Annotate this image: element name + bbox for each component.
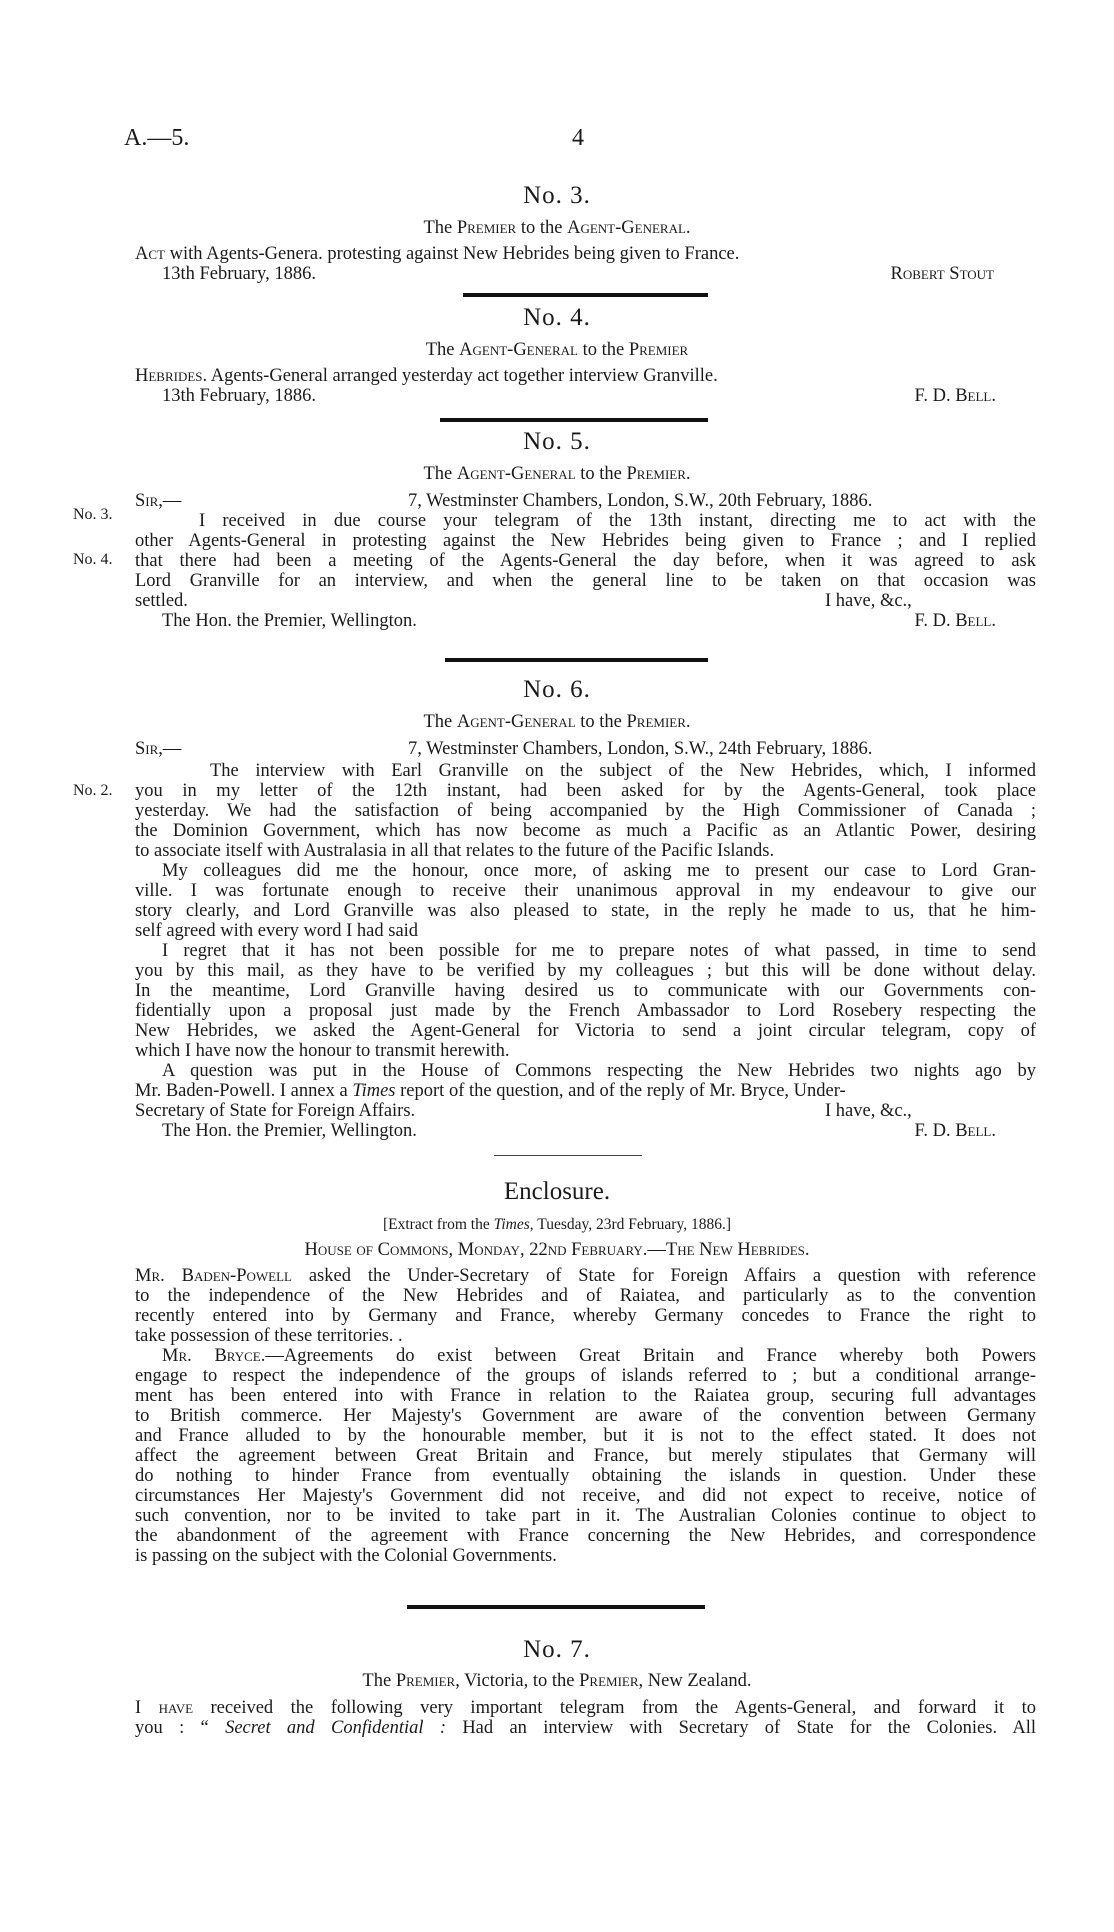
no6-line: A question was put in the House of Commons respecting the New Hebrides two nights ago by (162, 1061, 1036, 1081)
enclosure-heading: House of Commons, Monday, 22nd February.—The New Hebrides. (304, 1240, 810, 1260)
no6-line: New Hebrides, we asked the Agent-General for Victoria to send a joint circular telegram, copy of (135, 1021, 1036, 1041)
page-number: 4 (572, 125, 584, 151)
section-title-no6: No. 6. (523, 676, 591, 703)
no6-line: ville. I was fortunate enough to receive their unanimous approval in my endeavour to give our (135, 881, 1036, 901)
divider (440, 418, 708, 422)
no5-line: other Agents-General in protesting against the New Hebrides being given to France ; and I replied (135, 531, 1036, 551)
divider (463, 293, 708, 297)
enclosure-line: ment has been entered into with France in relation to the Raiatea group, securing full advantages (135, 1386, 1036, 1406)
enclosure-line: such convention, nor to be invited to take part in it. The Australian Colonies continue to object to (135, 1506, 1036, 1526)
no5-address: 7, Westminster Chambers, London, S.W., 20th February, 1886. (408, 491, 873, 511)
no3-body: Act with Agents-Genera. protesting against New Hebrides being given to France. (135, 244, 740, 264)
enclosure-line: Mr. Bryce.—Agreements do exist between Great Britain and France whereby both Powers (162, 1346, 1036, 1366)
no5-closing: I have, &c., (825, 591, 912, 611)
section-subtitle-no6: The Agent-General to the Premier. (423, 712, 691, 732)
enclosure-line: affect the agreement between Great Britain and France, but merely stipulates that Germany will (135, 1446, 1036, 1466)
enclosure-line: do nothing to hinder France from eventually obtaining the islands in question. Under these (135, 1466, 1036, 1486)
page-ref: A.—5. (124, 125, 190, 151)
enclosure-line: circumstances Her Majesty's Government did not receive, and did not expect to receive, notice of (135, 1486, 1036, 1506)
no6-line: The interview with Earl Granville on the subject of the New Hebrides, which, I informed (210, 761, 1036, 781)
no4-signature: F. D. Bell. (914, 386, 996, 406)
no6-line: self agreed with every word I had said (135, 921, 419, 941)
no7-line: you : “ Secret and Confidential : Had an interview with Secretary of State for the Colonies. All (135, 1718, 1037, 1738)
section-subtitle-no4: The Agent-General to the Premier (425, 340, 689, 360)
enclosure-line: and France alluded to by the honourable member, but it is not to the effect stated. It does not (135, 1426, 1036, 1446)
enclosure-line: take possession of these territories. . (135, 1326, 403, 1346)
no5-line: Lord Granville for an interview, and when the general line to be taken on that occasion was (135, 571, 1036, 591)
section-title-no5: No. 5. (523, 428, 591, 455)
margin-ref: No. 3. (73, 506, 113, 523)
no6-line: the Dominion Government, which has now become as much a Pacific as an Atlantic Power, desiring (135, 821, 1036, 841)
no5-recipient: The Hon. the Premier, Wellington. (162, 611, 417, 631)
divider (494, 1155, 642, 1156)
no6-salutation: Sir,— (135, 739, 182, 759)
section-subtitle-no3: The Premier to the Agent-General. (423, 218, 691, 238)
enclosure-line: to the independence of the New Hebrides and of Raiatea, and particularly as to the convention (135, 1286, 1036, 1306)
divider (407, 1605, 705, 1609)
no5-signature: F. D. Bell. (914, 611, 996, 631)
no6-line: Mr. Baden-Powell. I annex a Times report of the question, and of the reply of Mr. Bryce, Under- (135, 1081, 846, 1101)
no6-closing: I have, &c., (825, 1101, 912, 1121)
margin-ref: No. 4. (73, 551, 113, 568)
no6-line: story clearly, and Lord Granville was also pleased to state, in the reply he made to us, that he him- (135, 901, 1036, 921)
section-title-no7: No. 7. (523, 1636, 591, 1663)
no3-signature: Robert Stout (890, 264, 994, 284)
no3-date: 13th February, 1886. (162, 264, 316, 284)
no4-date: 13th February, 1886. (162, 386, 316, 406)
no6-recipient: The Hon. the Premier, Wellington. (162, 1121, 417, 1141)
no6-line: yesterday. We had the satisfaction of being accompanied by the High Commissioner of Canada ; (135, 801, 1036, 821)
no6-line: Secretary of State for Foreign Affairs. (135, 1101, 416, 1121)
no5-line: that there had been a meeting of the Agents-General the day before, when it was agreed to ask (135, 551, 1036, 571)
no5-line: I received in due course your telegram of the 13th instant, directing me to act with the (199, 511, 1036, 531)
no6-line: In the meantime, Lord Granville having desired us to communicate with our Governments con- (135, 981, 1036, 1001)
no7-line: I have received the following very important telegram from the Agents-General, and forward it to (135, 1698, 1037, 1718)
enclosure-line: recently entered into by Germany and France, whereby Germany concedes to France the right to (135, 1306, 1036, 1326)
no6-line: you by this mail, as they have to be verified by my colleagues ; but this will be done without delay. (135, 961, 1036, 981)
no6-line: which I have now the honour to transmit herewith. (135, 1041, 510, 1061)
no6-signature: F. D. Bell. (914, 1121, 996, 1141)
no6-line: you in my letter of the 12th instant, had been asked for by the Agents-General, took place (135, 781, 1036, 801)
no6-line: I regret that it has not been possible for me to prepare notes of what passed, in time to send (162, 941, 1036, 961)
enclosure-title: Enclosure. (503, 1178, 611, 1205)
no6-line: to associate itself with Australasia in all that relates to the future of the Pacific Islands. (135, 841, 775, 861)
section-title-no3: No. 3. (523, 182, 591, 209)
no6-line: fidentially upon a proposal just made by the French Ambassador to Lord Rosebery respecting the (135, 1001, 1036, 1021)
no5-salutation: Sir,— (135, 491, 182, 511)
divider (445, 658, 708, 662)
enclosure-line: engage to respect the independence of the groups of islands referred to ; but a conditional arrange- (135, 1366, 1036, 1386)
no5-line: settled. (135, 591, 188, 611)
no4-body: Hebrides. Agents-General arranged yesterday act together interview Granville. (135, 366, 718, 386)
section-title-no4: No. 4. (523, 304, 591, 331)
enclosure-line: Mr. Baden-Powell asked the Under-Secretary of State for Foreign Affairs a question with reference (135, 1266, 1036, 1286)
no6-address: 7, Westminster Chambers, London, S.W., 24th February, 1886. (408, 739, 873, 759)
enclosure-extract: [Extract from the Times, Tuesday, 23rd February, 1886.] (383, 1216, 731, 1233)
no6-line: My colleagues did me the honour, once more, of asking me to present our case to Lord Gran- (162, 861, 1036, 881)
section-subtitle-no7: The Premier, Victoria, to the Premier, New Zealand. (362, 1671, 752, 1691)
section-subtitle-no5: The Agent-General to the Premier. (423, 464, 691, 484)
enclosure-line: to British commerce. Her Majesty's Government are aware of the convention between Germany (135, 1406, 1036, 1426)
margin-ref: No. 2. (73, 782, 113, 799)
enclosure-line: the abandonment of the agreement with France concerning the New Hebrides, and correspondence (135, 1526, 1036, 1546)
enclosure-line: is passing on the subject with the Colonial Governments. (135, 1546, 557, 1566)
